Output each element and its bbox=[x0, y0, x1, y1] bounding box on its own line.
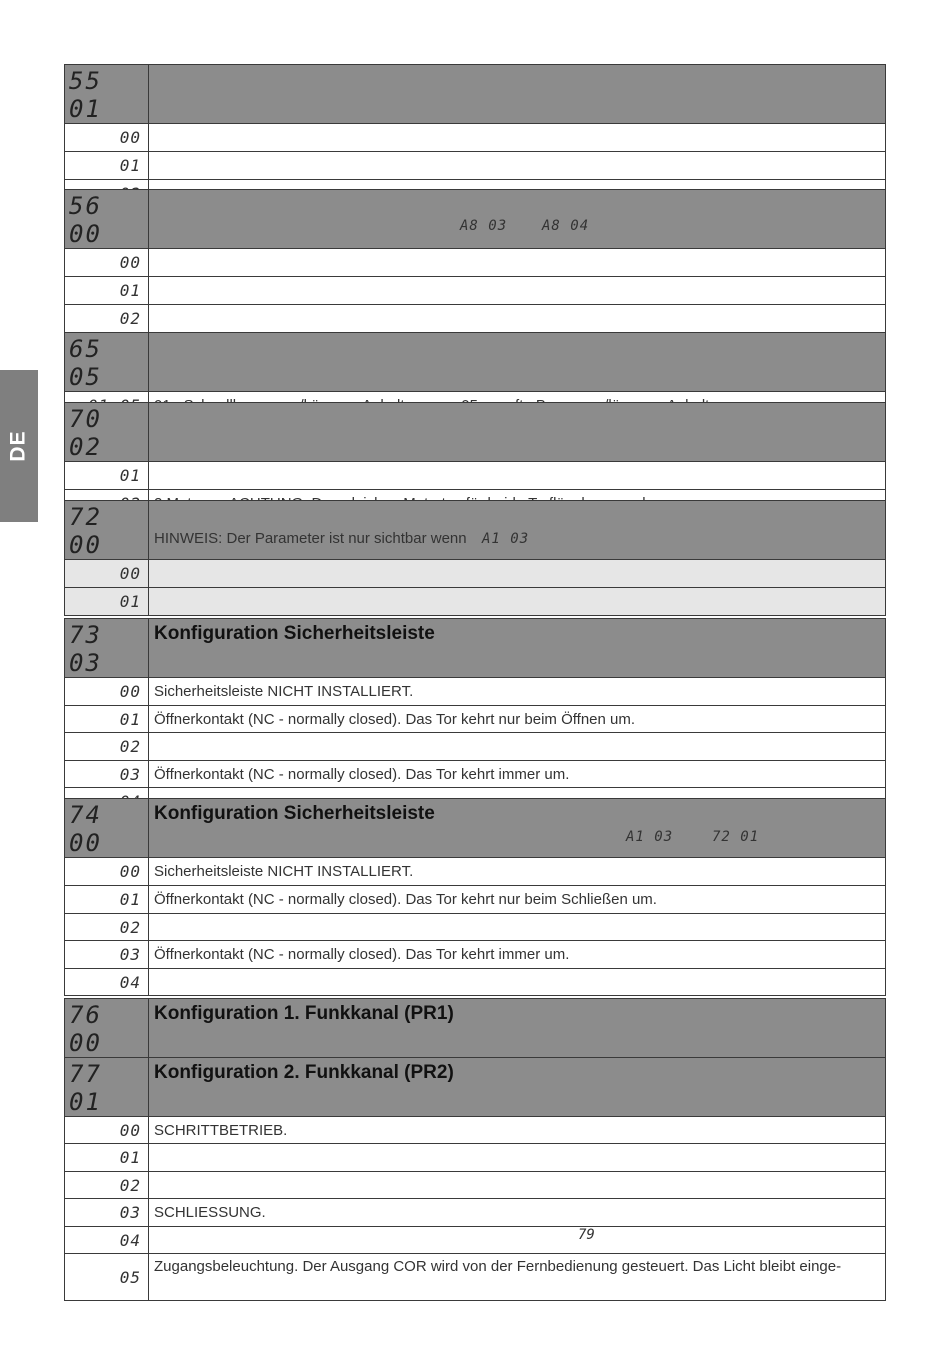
value-description bbox=[149, 969, 886, 996]
param-description bbox=[149, 333, 886, 392]
param-title: Konfiguration Sicherheitsleiste bbox=[154, 623, 435, 644]
value-description bbox=[149, 1227, 886, 1254]
param-table-72 bbox=[64, 500, 886, 616]
param-code: 55 01 bbox=[65, 65, 149, 124]
value-description bbox=[149, 249, 886, 277]
value-description: SCHRITTBETRIEB. bbox=[149, 1117, 886, 1144]
value-description: Öffnerkontakt (NC - normally closed). Das Tor kehrt immer um. bbox=[149, 761, 886, 788]
value-code: 03 bbox=[65, 941, 149, 969]
value-code: 02 bbox=[65, 733, 149, 761]
param-code: 76 00 bbox=[65, 999, 149, 1058]
value-description bbox=[149, 152, 886, 180]
param-hint: HINWEIS: Der Parameter ist nur sichtbar wenn bbox=[154, 530, 467, 547]
param-title: Konfiguration 2. Funkkanal (PR2) bbox=[154, 1062, 454, 1083]
value-code: 00 bbox=[65, 858, 149, 886]
value-description: Öffnerkontakt (NC - normally closed). Das Tor kehrt immer um. bbox=[149, 941, 886, 969]
value-description bbox=[149, 914, 886, 941]
param-description bbox=[149, 403, 886, 462]
lcd-value: A1 03 bbox=[482, 531, 530, 547]
param-code: 74 00 bbox=[65, 799, 149, 858]
param-description bbox=[149, 999, 886, 1058]
value-code: 00 bbox=[65, 249, 149, 277]
value-code: 04 bbox=[65, 969, 149, 996]
value-code: 02 bbox=[65, 914, 149, 941]
value-description bbox=[149, 124, 886, 152]
value-code: 03 bbox=[65, 761, 149, 788]
value-description bbox=[149, 462, 886, 490]
param-description bbox=[149, 619, 886, 678]
value-description bbox=[149, 277, 886, 305]
param-code: 65 05 bbox=[65, 333, 149, 392]
value-description bbox=[149, 1172, 886, 1199]
param-description bbox=[149, 1058, 886, 1117]
param-table-74 bbox=[64, 798, 886, 996]
param-table-73 bbox=[64, 618, 886, 816]
value-description: Sicherheitsleiste NICHT INSTALLIERT. bbox=[149, 858, 886, 886]
value-description bbox=[149, 305, 886, 333]
param-table-55 bbox=[64, 64, 886, 208]
value-description bbox=[149, 588, 886, 616]
param-table-76-77 bbox=[64, 998, 886, 1301]
value-description bbox=[149, 1144, 886, 1172]
param-description bbox=[149, 799, 886, 858]
value-code: 02 bbox=[65, 1172, 149, 1199]
value-code: 00 bbox=[65, 560, 149, 588]
value-code: 00 bbox=[65, 1117, 149, 1144]
value-code: 00 bbox=[65, 678, 149, 706]
value-code: 01 bbox=[65, 706, 149, 733]
value-code: 01 bbox=[65, 886, 149, 914]
lcd-value: A8 04 bbox=[542, 218, 590, 234]
value-code: 01 bbox=[65, 588, 149, 616]
value-description: Zugangsbeleuchtung. Der Ausgang COR wird von der Fernbedienung gesteuert. Das Licht bleibt einge- bbox=[149, 1254, 886, 1301]
value-description: Öffnerkontakt (NC - normally closed). Das Tor kehrt nur beim Öffnen um. bbox=[149, 706, 886, 733]
value-code: 01 bbox=[65, 277, 149, 305]
page-number: 79 bbox=[578, 1227, 595, 1243]
value-description bbox=[149, 560, 886, 588]
param-description bbox=[149, 65, 886, 124]
lcd-value: A1 03 bbox=[626, 829, 674, 845]
param-description bbox=[149, 501, 886, 560]
language-tab-label: DE bbox=[7, 430, 30, 462]
param-description bbox=[149, 190, 886, 249]
value-code: 01 bbox=[65, 462, 149, 490]
lcd-value: 72 01 bbox=[712, 829, 760, 845]
value-code: 01 bbox=[65, 152, 149, 180]
value-code: 05 bbox=[65, 1254, 149, 1301]
lcd-value: A8 03 bbox=[460, 218, 508, 234]
param-title: Konfiguration 1. Funkkanal (PR1) bbox=[154, 1003, 454, 1024]
value-description: SCHLIESSUNG. bbox=[149, 1199, 886, 1227]
param-code: 56 00 bbox=[65, 190, 149, 249]
language-tab bbox=[0, 370, 38, 522]
value-description: Sicherheitsleiste NICHT INSTALLIERT. bbox=[149, 678, 886, 706]
param-code: 73 03 bbox=[65, 619, 149, 678]
value-code: 01 bbox=[65, 1144, 149, 1172]
param-code: 70 02 bbox=[65, 403, 149, 462]
value-description bbox=[149, 733, 886, 761]
param-code: 77 01 bbox=[65, 1058, 149, 1117]
value-code: 02 bbox=[65, 305, 149, 333]
param-table-56 bbox=[64, 189, 886, 333]
value-code: 03 bbox=[65, 1199, 149, 1227]
param-code: 72 00 bbox=[65, 501, 149, 560]
value-description: Öffnerkontakt (NC - normally closed). Das Tor kehrt nur beim Schließen um. bbox=[149, 886, 886, 914]
param-title: Konfiguration Sicherheitsleiste bbox=[154, 803, 435, 824]
value-code: 00 bbox=[65, 124, 149, 152]
value-code: 04 bbox=[65, 1227, 149, 1254]
